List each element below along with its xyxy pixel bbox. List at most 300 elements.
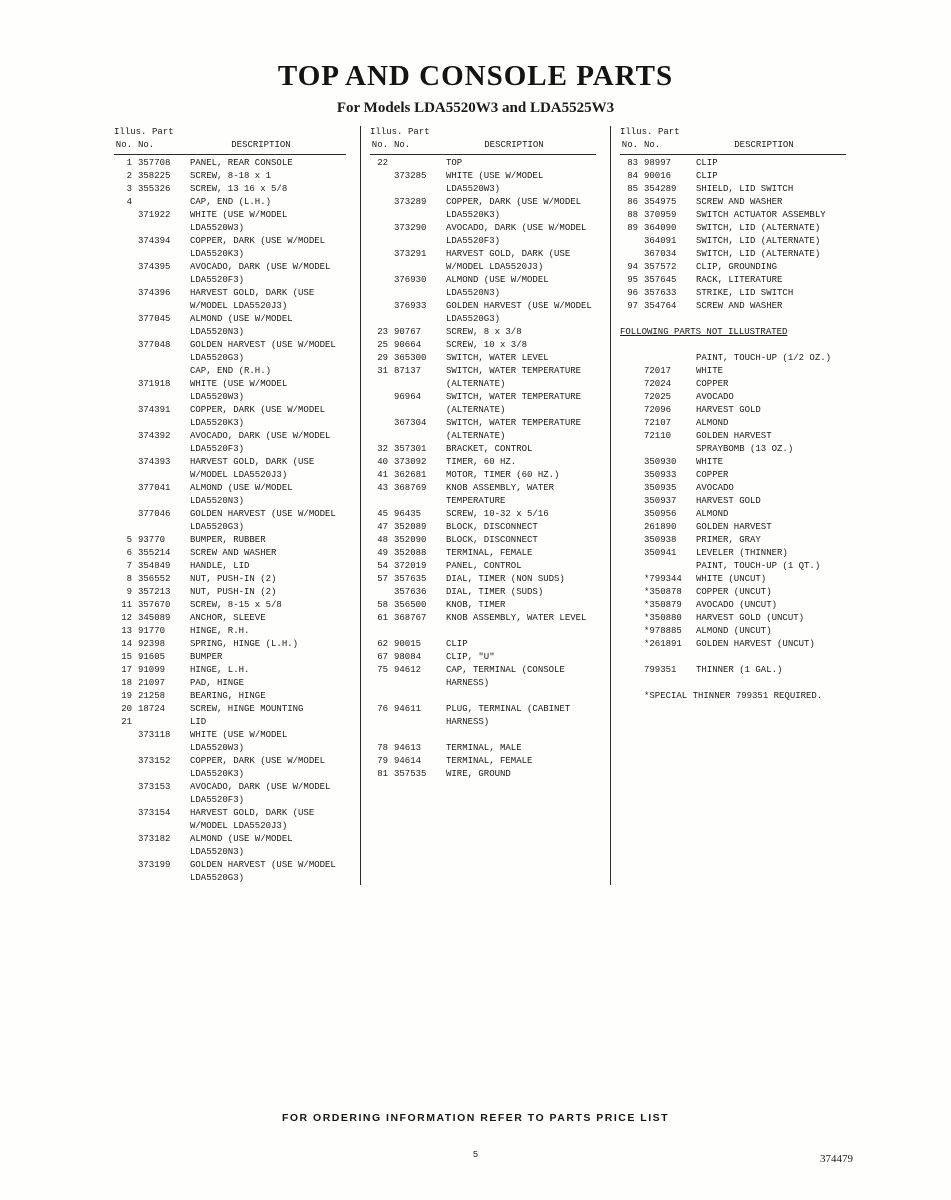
part-no: 350941 <box>644 548 677 558</box>
part-row <box>370 703 596 729</box>
illus-no <box>620 391 644 404</box>
illus-no <box>620 495 644 508</box>
illus-no: 2 <box>126 171 132 181</box>
part-description: COPPER <box>696 379 729 389</box>
part-no <box>644 352 696 365</box>
part-no: *799344 <box>644 574 682 584</box>
spacer <box>620 651 846 664</box>
part-row <box>370 508 596 521</box>
rows-column-2 <box>370 157 596 781</box>
illus-no <box>114 859 138 885</box>
illus-no <box>620 573 644 586</box>
part-description: HINGE, R.H. <box>190 626 250 636</box>
part-description: THINNER (1 GAL.) <box>696 665 783 675</box>
part-no: 374393 <box>138 457 171 467</box>
part-description: LID <box>190 717 207 727</box>
part-description: SHIELD, LID SWITCH <box>696 184 794 194</box>
part-description: SCREW, 8-15 x 5/8 <box>190 600 282 610</box>
part-no: 350937 <box>644 496 677 506</box>
part-no: 91770 <box>138 626 166 636</box>
illus-no: 4 <box>126 197 132 207</box>
part-description: SWITCH ACTUATOR ASSEMBLY <box>696 210 826 220</box>
illus-no: 76 <box>377 704 388 714</box>
part-no: 96964 <box>394 392 422 402</box>
part-no: 377048 <box>138 340 171 350</box>
part-description: WHITE <box>696 457 724 467</box>
illus-no: 81 <box>377 769 388 779</box>
illus-no: 40 <box>377 457 388 467</box>
part-row <box>114 729 346 755</box>
part-no: 373285 <box>394 171 427 181</box>
part-row <box>114 196 346 209</box>
part-no: 377041 <box>138 483 171 493</box>
part-description: CAP, TERMINAL (CONSOLE HARNESS) <box>446 665 565 688</box>
part-row <box>370 768 596 781</box>
illus-no: 67 <box>377 652 388 662</box>
part-description: GOLDEN HARVEST <box>696 522 772 532</box>
part-description: BUMPER, RUBBER <box>190 535 266 545</box>
part-no: 367304 <box>394 418 427 428</box>
part-row <box>370 586 596 599</box>
part-no <box>644 560 696 573</box>
illus-no: 94 <box>627 262 638 272</box>
part-no: *350879 <box>644 600 682 610</box>
illus-no: 19 <box>121 691 132 701</box>
illus-no: 15 <box>121 652 132 662</box>
part-description: GOLDEN HARVEST <box>696 431 772 441</box>
part-row <box>620 248 846 261</box>
part-row <box>114 703 346 716</box>
illus-no: 41 <box>377 470 388 480</box>
part-row <box>370 352 596 365</box>
part-no: 352088 <box>394 548 427 558</box>
illus-no <box>114 365 138 378</box>
part-row <box>114 339 346 365</box>
illus-no <box>620 612 644 625</box>
part-no: 373118 <box>138 730 171 740</box>
illus-no <box>114 378 138 404</box>
part-no: 18724 <box>138 704 166 714</box>
page-number: 5 <box>472 1150 479 1160</box>
footnote: *SPECIAL THINNER 799351 REQUIRED. <box>644 691 823 701</box>
part-description: WHITE (USE W/MODEL LDA5520W3) <box>190 210 288 233</box>
part-no: 90015 <box>394 639 422 649</box>
part-row <box>114 755 346 781</box>
part-no: 358225 <box>138 171 171 181</box>
parts-table <box>110 126 862 885</box>
part-no: 373199 <box>138 860 171 870</box>
part-description: SWITCH, LID (ALTERNATE) <box>696 223 821 233</box>
part-description: CAP, END (R.H.) <box>190 366 272 376</box>
part-row <box>114 482 346 508</box>
part-row <box>620 222 846 235</box>
illus-no <box>114 508 138 534</box>
part-description: DIAL, TIMER (NON SUDS) <box>446 574 565 584</box>
part-no: 91605 <box>138 652 166 662</box>
part-no: 370959 <box>644 210 677 220</box>
part-row <box>370 573 596 586</box>
part-row <box>620 417 846 430</box>
illus-no <box>620 482 644 495</box>
part-description: WHITE (UNCUT) <box>696 574 767 584</box>
part-no: 87137 <box>394 366 422 376</box>
part-description: SCREW, 13 16 x 5/8 <box>190 184 288 194</box>
header-part: Part <box>152 127 174 137</box>
illus-no: 20 <box>121 704 132 714</box>
part-description: HANDLE, LID <box>190 561 250 571</box>
illus-no: 3 <box>126 184 132 194</box>
illus-no <box>114 287 138 313</box>
part-description: SWITCH, LID (ALTERNATE) <box>696 249 821 259</box>
part-description: COPPER, DARK (USE W/MODEL LDA5520K3) <box>190 756 326 779</box>
part-row <box>114 157 346 170</box>
illus-no <box>114 456 138 482</box>
part-description: SPRAYBOMB (13 OZ.) <box>696 444 794 454</box>
part-no: 261890 <box>644 522 677 532</box>
illus-no <box>114 755 138 781</box>
part-row <box>620 378 846 391</box>
illus-no: 88 <box>627 210 638 220</box>
illus-no: 14 <box>121 639 132 649</box>
part-no: 72107 <box>644 418 672 428</box>
illus-no: 18 <box>121 678 132 688</box>
illus-no: 85 <box>627 184 638 194</box>
part-row <box>114 183 346 196</box>
part-row <box>620 521 846 534</box>
part-description: PAINT, TOUCH-UP (1/2 OZ.) <box>696 353 832 363</box>
part-row <box>370 326 596 339</box>
header-part: Part <box>408 127 430 137</box>
illus-no: 1 <box>126 158 132 168</box>
part-no: 364090 <box>644 223 677 233</box>
illus-no <box>370 274 394 300</box>
part-row <box>620 456 846 469</box>
part-description: WHITE <box>696 366 724 376</box>
header-no: No. <box>115 140 132 150</box>
part-description: KNOB ASSEMBLY, WATER TEMPERATURE <box>446 483 555 506</box>
illus-no <box>370 248 394 274</box>
spacer <box>620 339 846 352</box>
part-row <box>114 209 346 235</box>
part-description: PANEL, REAR CONSOLE <box>190 158 293 168</box>
part-no: 371922 <box>138 210 171 220</box>
part-row <box>114 651 346 664</box>
part-no: 357301 <box>394 444 427 454</box>
part-description: PANEL, CONTROL <box>446 561 522 571</box>
part-row <box>370 443 596 456</box>
part-row <box>114 534 346 547</box>
part-row <box>370 170 596 196</box>
header-no: No. <box>371 140 388 150</box>
part-description: HARVEST GOLD, DARK (USE W/MODEL LDA5520J3) <box>190 457 315 480</box>
part-no: 368767 <box>394 613 427 623</box>
part-description: ALMOND (UNCUT) <box>696 626 772 636</box>
illus-no: 7 <box>126 561 132 571</box>
illus-no <box>620 235 644 248</box>
part-row <box>620 196 846 209</box>
part-row <box>620 365 846 378</box>
illus-no <box>620 625 644 638</box>
spacer <box>370 729 596 742</box>
part-description: HARVEST GOLD, DARK (USE W/MODEL LDA5520J3) <box>190 288 315 311</box>
illus-no: 43 <box>377 483 388 493</box>
illus-no: 61 <box>377 613 388 623</box>
page-title: TOP AND CONSOLE PARTS <box>277 60 674 92</box>
part-description: PAD, HINGE <box>190 678 245 688</box>
part-description: ALMOND (USE W/MODEL LDA5520N3) <box>190 483 293 506</box>
part-no: 376930 <box>394 275 427 285</box>
part-description: TERMINAL, MALE <box>446 743 522 753</box>
illus-no <box>620 417 644 430</box>
illus-no: 58 <box>377 600 388 610</box>
part-no: 365300 <box>394 353 427 363</box>
part-no: 373092 <box>394 457 427 467</box>
part-description: ALMOND (USE W/MODEL LDA5520N3) <box>446 275 549 298</box>
part-no: 377045 <box>138 314 171 324</box>
illus-no: 6 <box>126 548 132 558</box>
part-no: 345089 <box>138 613 171 623</box>
part-row <box>620 157 846 170</box>
header-illus: Illus. <box>620 127 653 137</box>
part-row <box>114 404 346 430</box>
spacer <box>620 313 846 326</box>
part-description: TERMINAL, FEMALE <box>446 548 533 558</box>
part-no: 373153 <box>138 782 171 792</box>
part-no: 350930 <box>644 457 677 467</box>
part-row <box>370 391 596 417</box>
part-description: SWITCH, WATER TEMPERATURE (ALTERNATE) <box>446 366 582 389</box>
header-no2: No. <box>138 140 155 150</box>
part-description: PAINT, TOUCH-UP (1 QT.) <box>696 561 821 571</box>
part-no: 373182 <box>138 834 171 844</box>
part-row <box>370 339 596 352</box>
part-row <box>620 274 846 287</box>
part-description: AVOCADO, DARK (USE W/MODEL LDA5520F3) <box>190 782 331 805</box>
part-description: WHITE (USE W/MODEL LDA5520W3) <box>446 171 544 194</box>
illus-no <box>114 781 138 807</box>
part-no: 21258 <box>138 691 166 701</box>
part-row <box>114 287 346 313</box>
part-no: 374392 <box>138 431 171 441</box>
part-row <box>620 599 846 612</box>
illus-no <box>620 560 644 573</box>
part-description: AVOCADO, DARK (USE W/MODEL LDA5520F3) <box>190 262 331 285</box>
part-description: WHITE (USE W/MODEL LDA5520W3) <box>190 379 288 402</box>
part-description: GOLDEN HARVEST (USE W/MODEL LDA5520G3) <box>190 509 336 532</box>
part-description: ALMOND (USE W/MODEL LDA5520N3) <box>190 314 293 337</box>
part-no: 72096 <box>644 405 672 415</box>
part-no: 372019 <box>394 561 427 571</box>
illus-no <box>620 586 644 599</box>
part-description: BEARING, HINGE <box>190 691 266 701</box>
part-row <box>620 469 846 482</box>
illus-no: 54 <box>377 561 388 571</box>
part-row <box>114 456 346 482</box>
illus-no <box>620 365 644 378</box>
part-row <box>370 599 596 612</box>
parts-column-1 <box>110 126 360 885</box>
illus-no: 86 <box>627 197 638 207</box>
part-description: ALMOND <box>696 509 729 519</box>
part-description: HARVEST GOLD, DARK (USE W/MODEL LDA5520J3) <box>446 249 571 272</box>
part-no: 357572 <box>644 262 677 272</box>
part-no: 72110 <box>644 431 672 441</box>
illus-no: 22 <box>377 158 388 168</box>
part-row <box>114 664 346 677</box>
part-no: 93770 <box>138 535 166 545</box>
part-no: 21097 <box>138 678 166 688</box>
illus-no <box>620 508 644 521</box>
illus-no <box>370 222 394 248</box>
part-row <box>114 859 346 885</box>
illus-no <box>620 248 644 261</box>
illus-no: 95 <box>627 275 638 285</box>
part-description: WHITE (USE W/MODEL LDA5520W3) <box>190 730 288 753</box>
header-illus: Illus. <box>370 127 403 137</box>
part-description: DIAL, TIMER (SUDS) <box>446 587 544 597</box>
part-row <box>620 612 846 625</box>
illus-no <box>114 313 138 339</box>
part-row <box>370 651 596 664</box>
illus-no: 9 <box>126 587 132 597</box>
part-no: 98997 <box>644 158 672 168</box>
part-row <box>370 222 596 248</box>
part-description: CAP, END (L.H.) <box>190 197 272 207</box>
part-row <box>370 456 596 469</box>
part-row <box>114 599 346 612</box>
part-no: 377046 <box>138 509 171 519</box>
part-description: COPPER, DARK (USE W/MODEL LDA5520K3) <box>190 236 326 259</box>
illus-no: 31 <box>377 366 388 376</box>
illus-no <box>114 482 138 508</box>
part-row <box>114 625 346 638</box>
part-description: KNOB, TIMER <box>446 600 506 610</box>
illus-no: 17 <box>121 665 132 675</box>
part-no: 357636 <box>394 587 427 597</box>
part-row <box>370 157 596 170</box>
part-description: COPPER <box>696 470 729 480</box>
illus-no: 79 <box>377 756 388 766</box>
part-row <box>370 560 596 573</box>
illus-no <box>370 196 394 222</box>
column-header-line1 <box>620 126 846 139</box>
illus-no: 25 <box>377 340 388 350</box>
part-description: WIRE, GROUND <box>446 769 511 779</box>
part-row <box>370 534 596 547</box>
part-description: ALMOND <box>696 418 729 428</box>
header-description: DESCRIPTION <box>484 140 544 150</box>
illus-no <box>620 664 644 677</box>
part-row <box>370 664 596 690</box>
part-no: 364091 <box>644 236 677 246</box>
part-row <box>620 261 846 274</box>
part-no: 357633 <box>644 288 677 298</box>
part-no: 367034 <box>644 249 677 259</box>
part-row <box>114 170 346 183</box>
illus-no <box>370 586 394 599</box>
column-header-line1 <box>370 126 596 139</box>
part-description: CLIP <box>696 158 718 168</box>
part-no: 354849 <box>138 561 171 571</box>
illus-no <box>114 235 138 261</box>
column-header-line2 <box>370 139 596 155</box>
part-row <box>620 495 846 508</box>
part-row <box>114 430 346 456</box>
part-no: 350933 <box>644 470 677 480</box>
parts-column-3 <box>610 126 860 885</box>
part-description: SCREW AND WASHER <box>696 197 783 207</box>
illus-no: 83 <box>627 158 638 168</box>
part-description: TIMER, 60 HZ. <box>446 457 517 467</box>
part-row <box>370 300 596 326</box>
part-no: 356500 <box>394 600 427 610</box>
part-description: SCREW AND WASHER <box>190 548 277 558</box>
part-description: PRIMER, GRAY <box>696 535 761 545</box>
illus-no: 32 <box>377 444 388 454</box>
part-description: COPPER, DARK (USE W/MODEL LDA5520K3) <box>190 405 326 428</box>
part-no: 90016 <box>644 171 672 181</box>
column-header <box>620 126 846 155</box>
part-no: 94614 <box>394 756 422 766</box>
part-no: 373290 <box>394 223 427 233</box>
part-row <box>114 378 346 404</box>
part-description: SWITCH, WATER TEMPERATURE (ALTERNATE) <box>446 418 582 441</box>
part-description: ANCHOR, SLEEVE <box>190 613 266 623</box>
column-header-line2 <box>620 139 846 155</box>
part-row <box>370 469 596 482</box>
part-row <box>114 235 346 261</box>
part-row <box>114 313 346 339</box>
part-no: 357708 <box>138 158 171 168</box>
spacer <box>370 690 596 703</box>
part-row <box>620 404 846 417</box>
part-description: GOLDEN HARVEST (USE W/MODEL LDA5520G3) <box>190 860 336 883</box>
part-description: HARVEST GOLD <box>696 496 761 506</box>
parts-column-2 <box>360 126 610 885</box>
part-no: 357535 <box>394 769 427 779</box>
part-description: AVOCADO, DARK (USE W/MODEL LDA5520F3) <box>446 223 587 246</box>
part-no: 368769 <box>394 483 427 493</box>
section-header: FOLLOWING PARTS NOT ILLUSTRATED <box>620 327 788 337</box>
part-no: 94612 <box>394 665 422 675</box>
part-description: SPRING, HINGE (L.H.) <box>190 639 299 649</box>
part-no: 373154 <box>138 808 171 818</box>
spacer <box>620 677 846 690</box>
part-no: 90767 <box>394 327 422 337</box>
part-no: 90664 <box>394 340 422 350</box>
part-row <box>370 365 596 391</box>
illus-no <box>620 534 644 547</box>
part-row <box>620 560 846 573</box>
header-illus: Illus. <box>114 127 147 137</box>
part-row <box>114 690 346 703</box>
part-description: MOTOR, TIMER (60 HZ.) <box>446 470 560 480</box>
part-description: CLIP <box>696 171 718 181</box>
part-row <box>114 508 346 534</box>
illus-no <box>114 209 138 235</box>
illus-no: 78 <box>377 743 388 753</box>
part-no: 352090 <box>394 535 427 545</box>
header-no2: No. <box>394 140 411 150</box>
part-row <box>370 248 596 274</box>
part-description: PLUG, TERMINAL (CABINET HARNESS) <box>446 704 571 727</box>
illus-no: 49 <box>377 548 388 558</box>
part-no: 355214 <box>138 548 171 558</box>
part-no <box>138 716 190 729</box>
part-description: SWITCH, WATER TEMPERATURE (ALTERNATE) <box>446 392 582 415</box>
part-row <box>620 573 846 586</box>
header-part: Part <box>658 127 680 137</box>
